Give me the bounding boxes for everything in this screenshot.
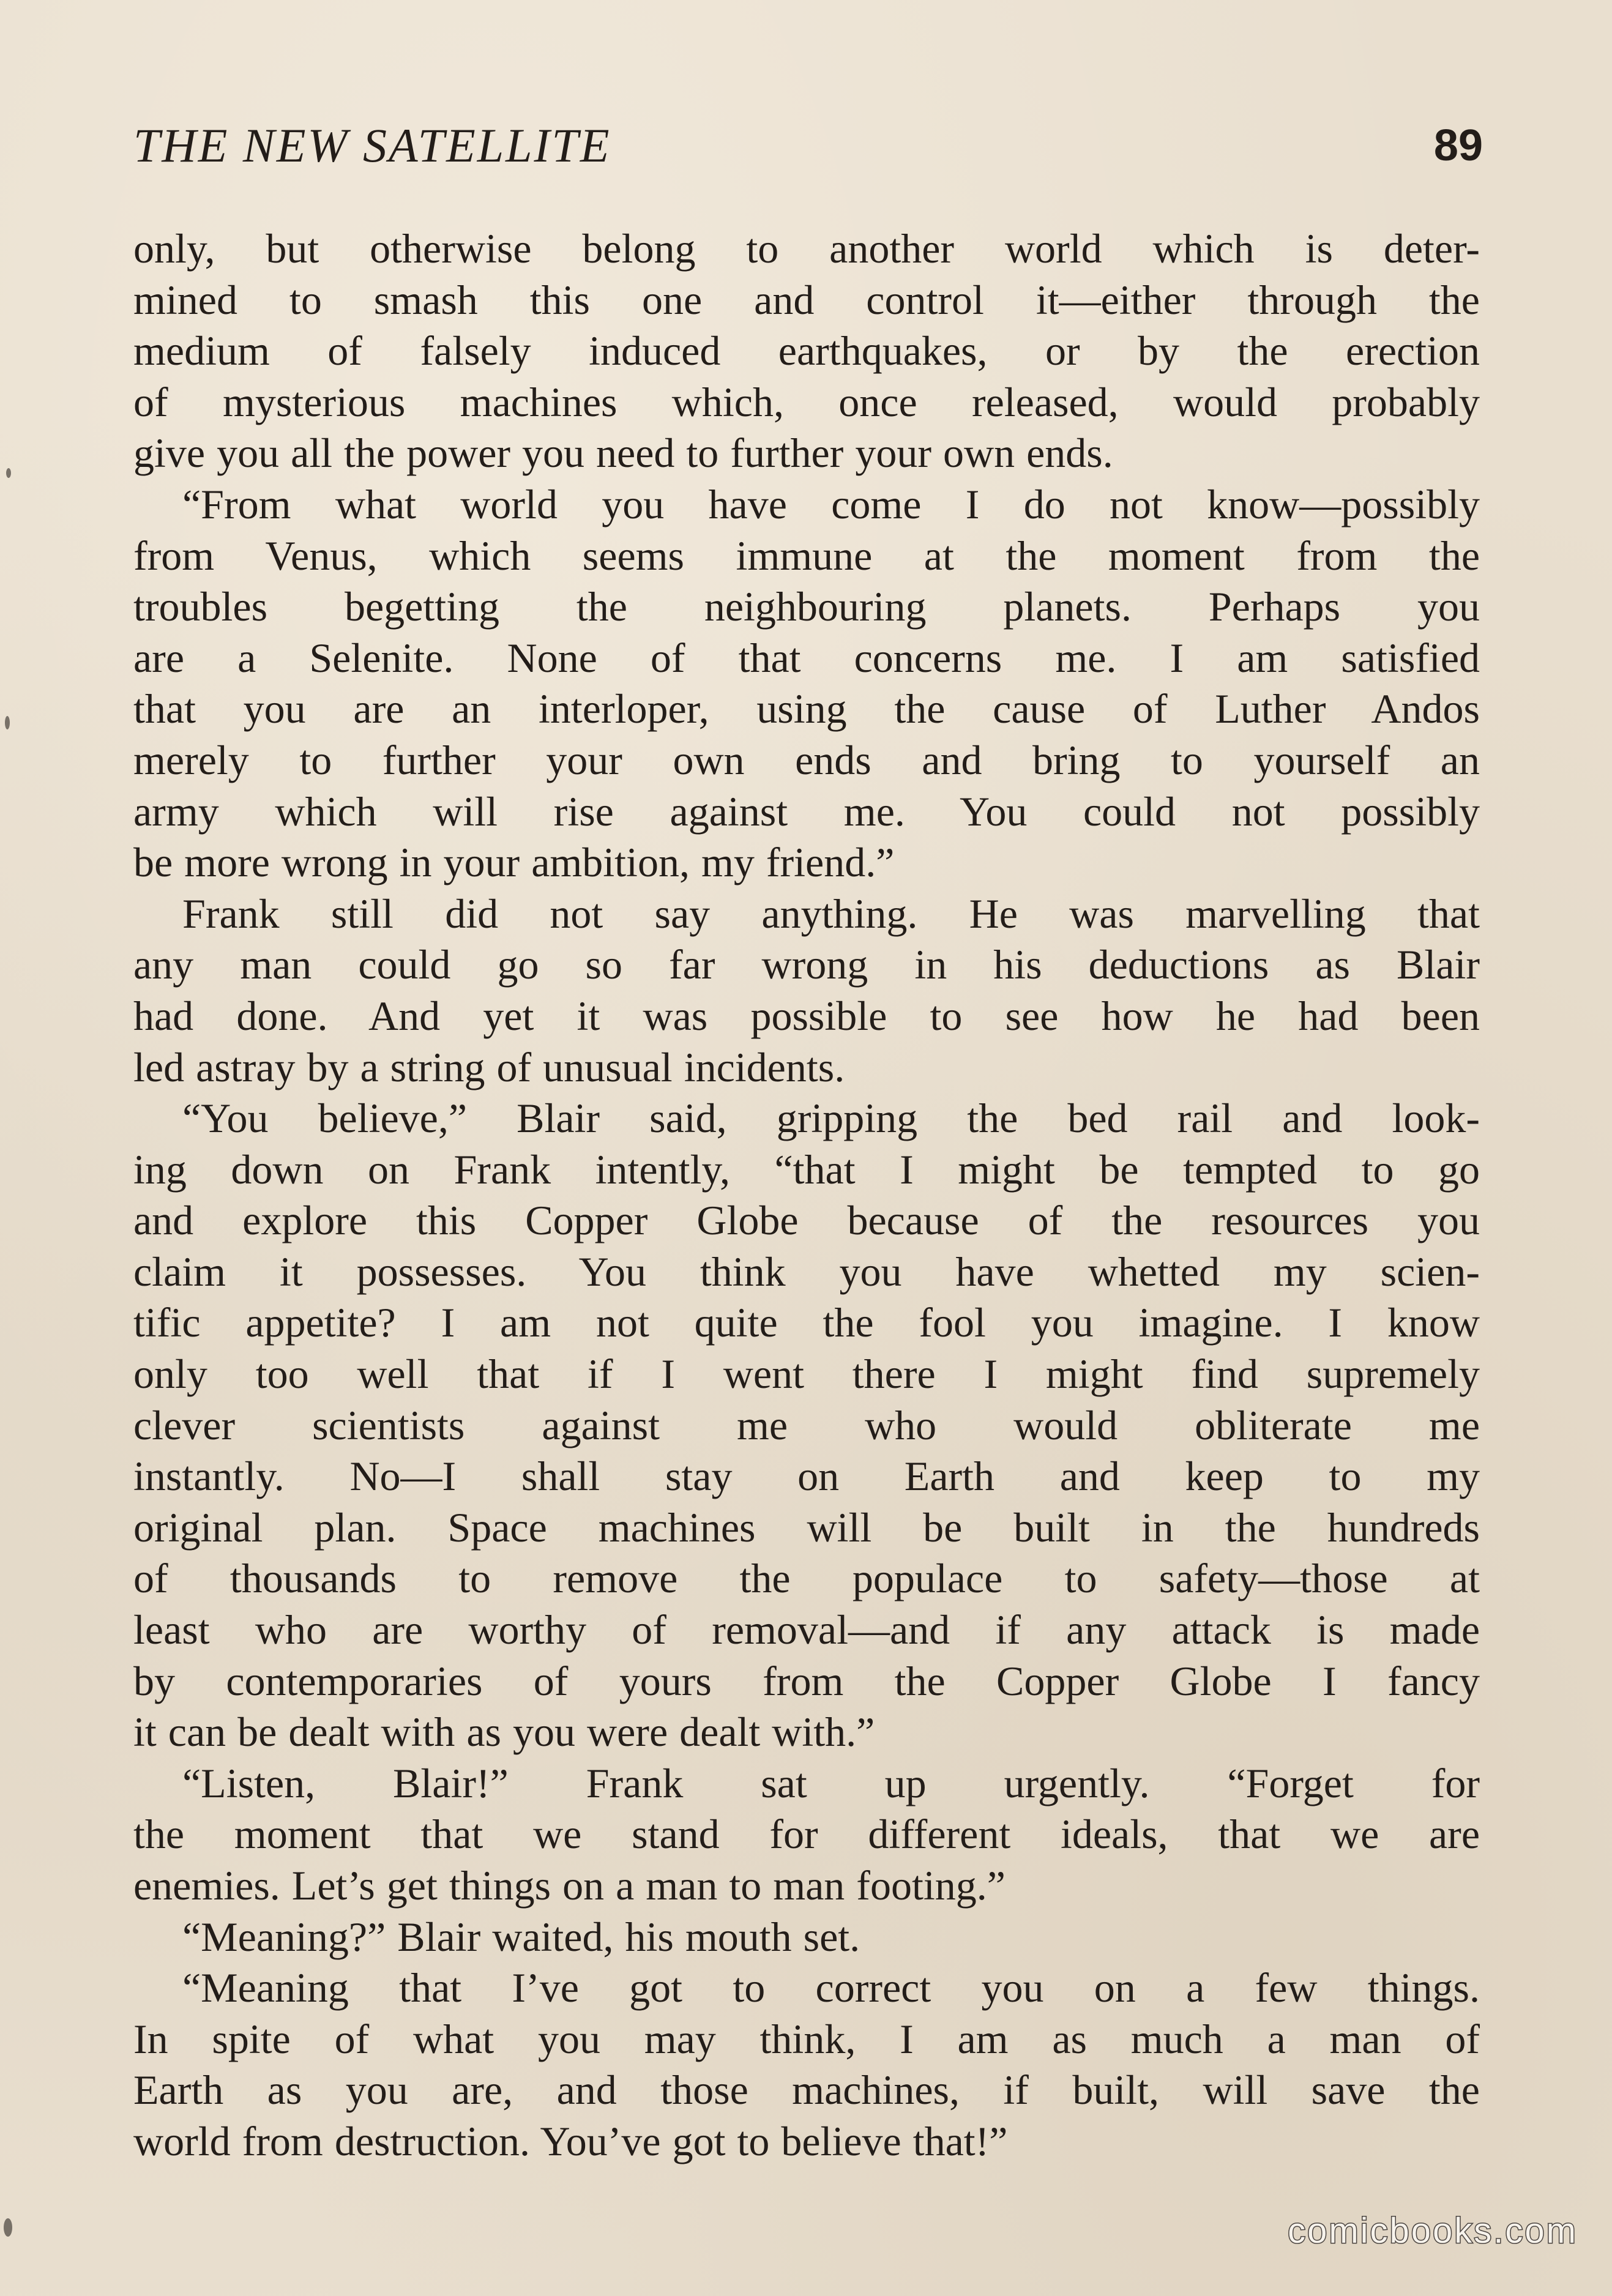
edge-speck-mark [4,2218,12,2237]
text-line: troubles begetting the neighbouring planets. Perhaps you [133,583,1480,630]
text-line: In spite of what you may think, I am as much a man of [133,2015,1480,2062]
text-line: give you all the power you need to further your own ends. [133,430,1113,477]
running-head [133,115,1483,176]
text-line: of mysterious machines which, once released, would probably [133,378,1480,425]
text-line: mined to smash this one and control it—either through the [133,276,1480,323]
text-line: of thousands to remove the populace to safety—those at [133,1555,1480,1602]
text-line: from Venus, which seems immune at the moment from the [133,532,1480,579]
text-line: only, but otherwise belong to another world which is deter- [133,225,1480,272]
edge-speck-mark [6,468,11,478]
text-line: “Meaning that I’ve got to correct you on a few things. [182,1964,1480,2011]
text-line: that you are an interloper, using the cause of Luther Andos [133,685,1480,732]
text-line: it can be dealt with as you were dealt with.” [133,1709,875,1756]
text-line: are a Selenite. None of that concerns me. I am satisfied [133,634,1480,681]
text-line: only too well that if I went there I might find supremely [133,1351,1480,1398]
text-line: medium of falsely induced earthquakes, or by the erection [133,327,1480,375]
text-line: original plan. Space machines will be built in the hundreds [133,1504,1480,1551]
text-line: world from destruction. You’ve got to believe that!” [133,2117,1008,2164]
body-text [133,223,1480,2167]
text-line: “You believe,” Blair said, gripping the bed rail and look- [182,1095,1480,1142]
text-line: enemies. Let’s get things on a man to man footing.” [133,1862,1006,1909]
text-line: led astray by a string of unusual incidents. [133,1043,845,1090]
page-number: 89 [1433,121,1483,170]
text-line: “Listen, Blair!” Frank sat up urgently. “Forget for [182,1759,1480,1806]
text-line: clever scientists against me who would obliterate me [133,1401,1480,1448]
text-line: “From what world you have come I do not know—possibly [182,480,1480,527]
text-line: Earth as you are, and those machines, if built, will save the [133,2067,1480,2114]
text-line: least who are worthy of removal—and if any attack is made [133,1606,1480,1653]
text-line: army which will rise against me. You could not possibly [133,788,1480,835]
text-line: any man could go so far wrong in his deductions as Blair [133,941,1480,988]
watermark: comicbooks.com [1288,2211,1578,2251]
text-line: claim it possesses. You think you have whetted my scien- [133,1248,1480,1295]
text-line: had done. And yet it was possible to see how he had been [133,992,1480,1039]
text-line: instantly. No—I shall stay on Earth and keep to my [133,1453,1480,1500]
text-line: tific appetite? I am not quite the fool you imagine. I know [133,1299,1480,1346]
edge-speck-mark [5,716,10,729]
text-line: Frank still did not say anything. He was marvelling that [182,890,1480,937]
text-line: the moment that we stand for different ideals, that we are [133,1811,1480,1858]
text-line: by contemporaries of yours from the Copper Globe I fancy [133,1657,1480,1704]
text-line: ing down on Frank intently, “that I might be tempted to go [133,1146,1480,1193]
text-line: be more wrong in your ambition, my friend.” [133,839,895,886]
running-title: THE NEW SATELLITE [133,119,611,172]
text-line: “Meaning?” Blair waited, his mouth set. [182,1913,860,1960]
text-line: merely to further your own ends and bring to yourself an [133,736,1480,783]
text-line: and explore this Copper Globe because of the resources you [133,1197,1480,1244]
